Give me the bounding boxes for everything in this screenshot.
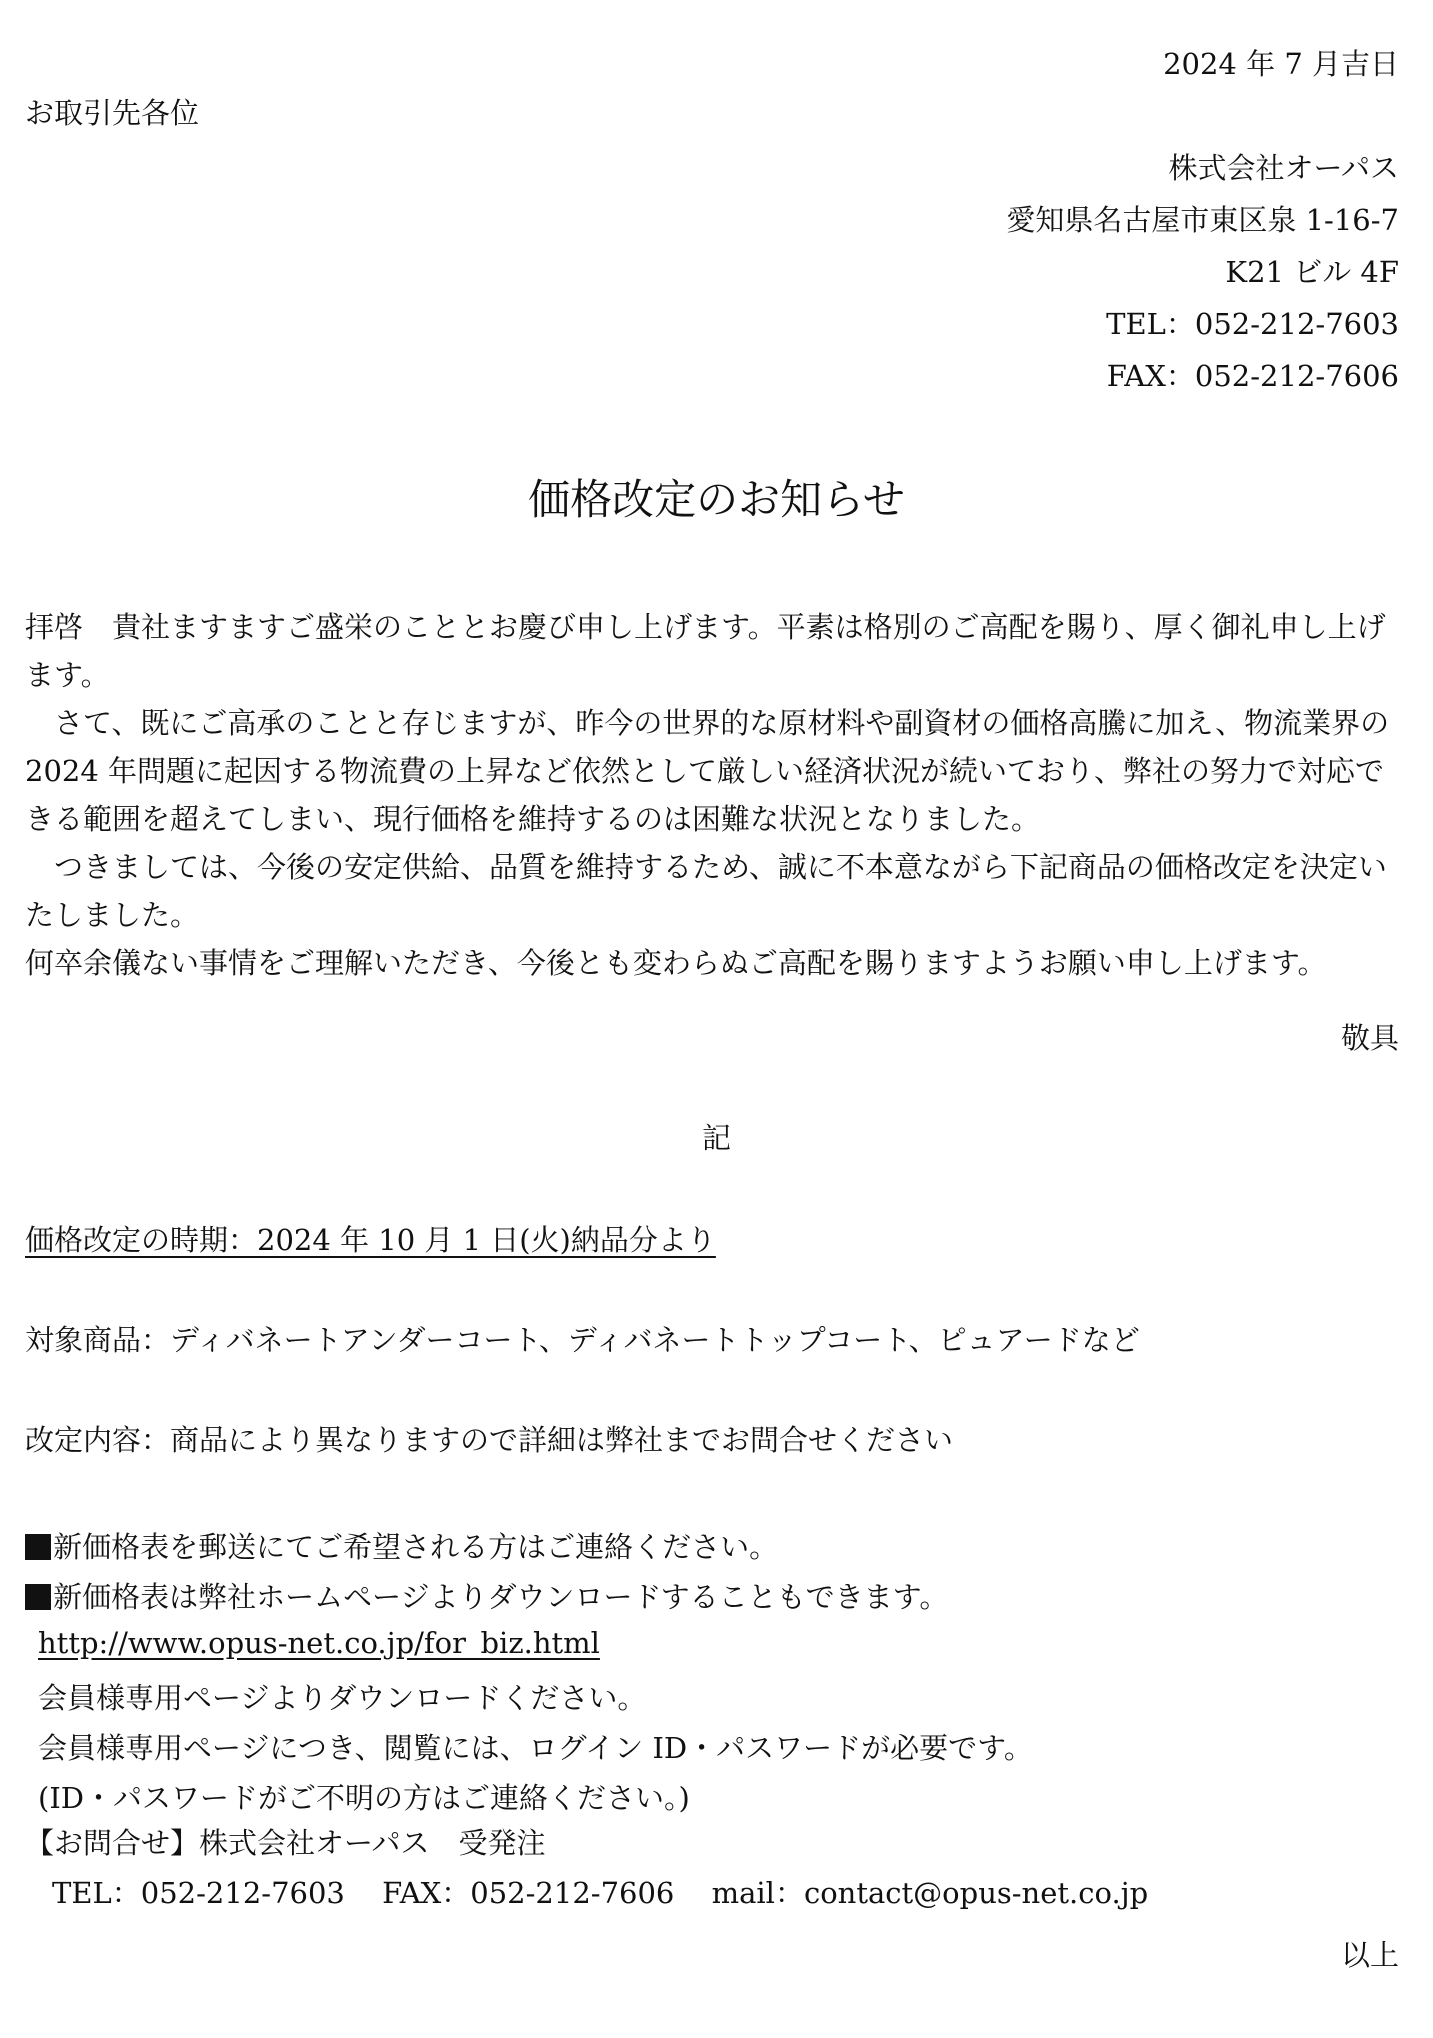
sender-address-line1: 愛知県名古屋市東区泉 1-16-7	[1006, 203, 1399, 237]
login-required: 会員様専用ページにつき、閲覧には、ログイン ID・パスワードが必要です。	[38, 1731, 1033, 1765]
member-info	[38, 1673, 1033, 1823]
unknown-id-note: (ID・パスワードがご不明の方はご連絡ください。)	[38, 1781, 690, 1815]
download-url-line	[38, 1623, 600, 1664]
document-date: 2024 年 7 月吉日	[1163, 47, 1399, 81]
note-mail-request	[25, 1522, 948, 1572]
body-paragraph: さて、既にご高承のことと存じますが、昨今の世界的な原材料や副資材の価格高騰に加え、物流業界の 2024 年問題に起因する物流費の上昇など依然として厳しい経済状況が続いており、弊社の努力で対応できる範囲を超えてしまい、現行価格を維持するのは困難な状況となりました。	[25, 706, 1390, 836]
note-text: 新価格表は弊社ホームページよりダウンロードすることもできます。	[53, 1580, 949, 1614]
black-square-icon	[25, 1584, 51, 1610]
closing-keigu: 敬具	[1340, 1021, 1399, 1055]
note-download	[25, 1572, 948, 1622]
contact-fax: FAX：052-212-7606	[382, 1876, 675, 1910]
sender-fax: FAX：052-212-7606	[1106, 359, 1399, 393]
recipient: お取引先各位	[25, 96, 200, 130]
members-download: 会員様専用ページよりダウンロードください。	[38, 1681, 647, 1715]
notes-block	[25, 1522, 948, 1622]
contact-mail: mail：contact@opus-net.co.jp	[711, 1876, 1149, 1910]
download-url-link[interactable]: http://www.opus-net.co.jp/for_biz.html	[38, 1626, 600, 1660]
target-products: 対象商品：ディバネートアンダーコート、ディバネートトップコート、ピュアードなど	[25, 1323, 1140, 1357]
sender-tel: TEL：052-212-7603	[1106, 307, 1399, 341]
note-text: 新価格表を郵送にてご希望される方はご連絡ください。	[53, 1530, 779, 1564]
contact-line	[52, 1873, 1176, 1914]
revision-period: 価格改定の時期：2024 年 10 月 1 日(火)納品分より	[25, 1223, 716, 1257]
document-title: 価格改定のお知らせ	[528, 475, 905, 524]
sender-company: 株式会社オーパス	[1168, 151, 1399, 185]
revision-content: 改定内容：商品により異なりますので詳細は弊社までお問合せください	[25, 1423, 954, 1457]
contact-title: 【お問合せ】株式会社オーパス 受発注	[25, 1826, 546, 1860]
body-paragraph: つきましては、今後の安定供給、品質を維持するため、誠に不本意ながら下記商品の価格改定を決定いたしました。	[25, 850, 1387, 932]
contact-tel: TEL：052-212-7603	[52, 1876, 345, 1910]
end-mark: 以上	[1340, 1938, 1399, 1972]
body-paragraph: 何卒余儀ない事情をご理解いただき、今後とも変わらぬご高配を賜りますようお願い申し上げます。	[25, 946, 1327, 980]
sender-address-line2: K21 ビル 4F	[1225, 255, 1399, 289]
sender-block	[1006, 142, 1399, 402]
body-paragraph: 拝啓 貴社ますますご盛栄のこととお慶び申し上げます。平素は格別のご高配を賜り、厚く御礼申し上げます。	[25, 610, 1386, 692]
ki-heading: 記	[701, 1121, 731, 1155]
letter-body	[25, 603, 1405, 987]
black-square-icon	[25, 1534, 51, 1560]
